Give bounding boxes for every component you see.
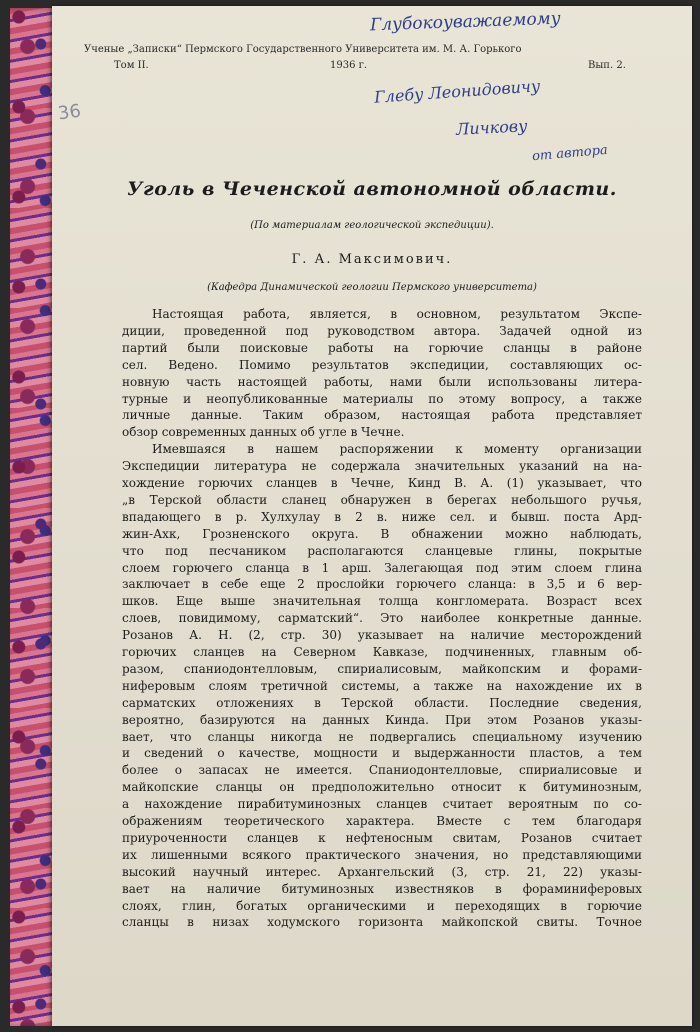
body-line: сарматских отложениях в Терской области. Последние сведения,	[122, 695, 642, 710]
body-line: горючих сланцев на Северном Кавказе, подчиненных, главным об-	[122, 645, 642, 659]
body-line: разом, спаниодонтелловым, спириалисовым, майкопским и форами-	[122, 661, 642, 676]
department-name: (Кафедра Динамической геологии Пермского университета)	[207, 282, 537, 293]
inscription-line-4: от автора	[531, 142, 609, 165]
body-line: майкопские сланцы он предположительно относит к битуминозным,	[122, 780, 642, 795]
body-line: диции, проведенной под руководством автора. Задачей одной из	[122, 323, 642, 338]
body-line: личные данные. Таким образом, настоящая работа представляет	[122, 408, 642, 423]
body-line: и сведений о качестве, мощности и выдержанности пластов, а тем	[122, 746, 642, 761]
issue-label: Вып. 2.	[588, 60, 626, 71]
body-line: высокий научный интерес. Архангельский (3, стр. 21, 22) указы-	[122, 864, 642, 879]
body-line: сланцы в низах ходумского горизонта майкопской свиты. Точное	[122, 915, 642, 930]
body-line: ниферовым слоям третичной системы, а также на нахождение их в	[122, 678, 642, 693]
body-line: вает, что сланцы никогда не подвергались специальному изучению	[122, 729, 642, 744]
body-line: „в Терской области сланец обнаружен в берегах небольшого ручья,	[122, 492, 642, 507]
body-line: партий были поисковые работы на горючие сланцы в районе	[122, 340, 642, 355]
document-subtitle: (По материалам геологической экспедиции).	[250, 220, 494, 231]
journal-header: Ученые „Записки“ Пермского Государственного Университета им. М. А. Горького	[84, 44, 522, 55]
document-page	[52, 6, 692, 1026]
body-line: шков. Еще выше значительная толща конгломерата. Возраст всех	[122, 594, 642, 609]
pencil-number: 36	[56, 100, 83, 125]
year-label: 1936 г.	[330, 60, 368, 71]
document-title: Уголь в Чеченской автономной области.	[127, 178, 617, 200]
inscription-line-1: Глубокоуважаемому	[369, 8, 561, 36]
body-line: сел. Ведено. Помимо результатов экспедиции, составляющих ос-	[122, 357, 642, 372]
author-name: Г. А. Максимович.	[291, 252, 453, 267]
body-line: Розанов А. Н. (2, стр. 30) указывает на наличие месторождений	[122, 628, 642, 643]
inscription-line-2: Глебу Леонидовичу	[373, 76, 541, 107]
body-line: обзор современных данных об угле в Чечне.	[122, 425, 405, 440]
body-line: вероятно, базируются на данных Кинда. При этом Розанов указы-	[122, 712, 642, 727]
body-line: новную часть настоящей работы, нами были использованы литера-	[122, 374, 642, 389]
body-line: Имевшаяся в нашем распоряжении к моменту организации	[152, 442, 642, 457]
body-line: что под песчаником располагаются сланцевые глины, покрытые	[122, 543, 642, 558]
body-line: более о запасах не имеется. Спаниодонтелловые, спириалисовые и	[122, 763, 642, 778]
body-line: Экспедиции литература не содержала значительных указаний на на-	[122, 459, 642, 474]
body-line: слоев, повидимому, сарматский“. Это наиболее конкретные данные.	[122, 611, 642, 626]
body-line: хождение горючих сланцев в Чечне, Кинд В. А. (1) указывает, что	[122, 476, 642, 490]
body-line: жин-Ахк, Грозненского округа. В обнажении можно наблюдать,	[122, 526, 642, 541]
body-line: а нахождение пирабитуминозных сланцев считает вероятным по со-	[122, 797, 642, 812]
marbled-binding	[10, 8, 54, 1026]
body-line: вает на наличие битуминозных известняков в фораминиферовых	[122, 881, 642, 896]
body-line: Настоящая работа, является, в основном, результатом Экспе-	[152, 307, 642, 321]
body-line: слоем горючего сланца в 1 арш. Залегающая под этим слоем глина	[122, 560, 642, 575]
body-line: ображениям теоретического характера. Вместе с тем благодаря	[122, 814, 642, 828]
body-line: турные и неопубликованные материалы по этому вопросу, а также	[122, 391, 642, 406]
volume-label: Том II.	[114, 60, 149, 71]
body-line: их лишенными всякого практического значения, но представляющими	[122, 847, 642, 862]
inscription-line-3: Личкову	[455, 116, 528, 139]
body-line: заключает в себе еще 2 прослойки горючего сланца: в 3,5 и 6 вер-	[122, 577, 642, 592]
body-line: приуроченности сланцев к нефтеносным свитам, Розанов считает	[122, 830, 642, 845]
body-line: впадающего в р. Хулхулау в 2 в. ниже сел. и бывш. поста Ард-	[122, 509, 642, 524]
body-line: слоях, глин, богатых органическими и переходящих в горючие	[122, 898, 642, 913]
